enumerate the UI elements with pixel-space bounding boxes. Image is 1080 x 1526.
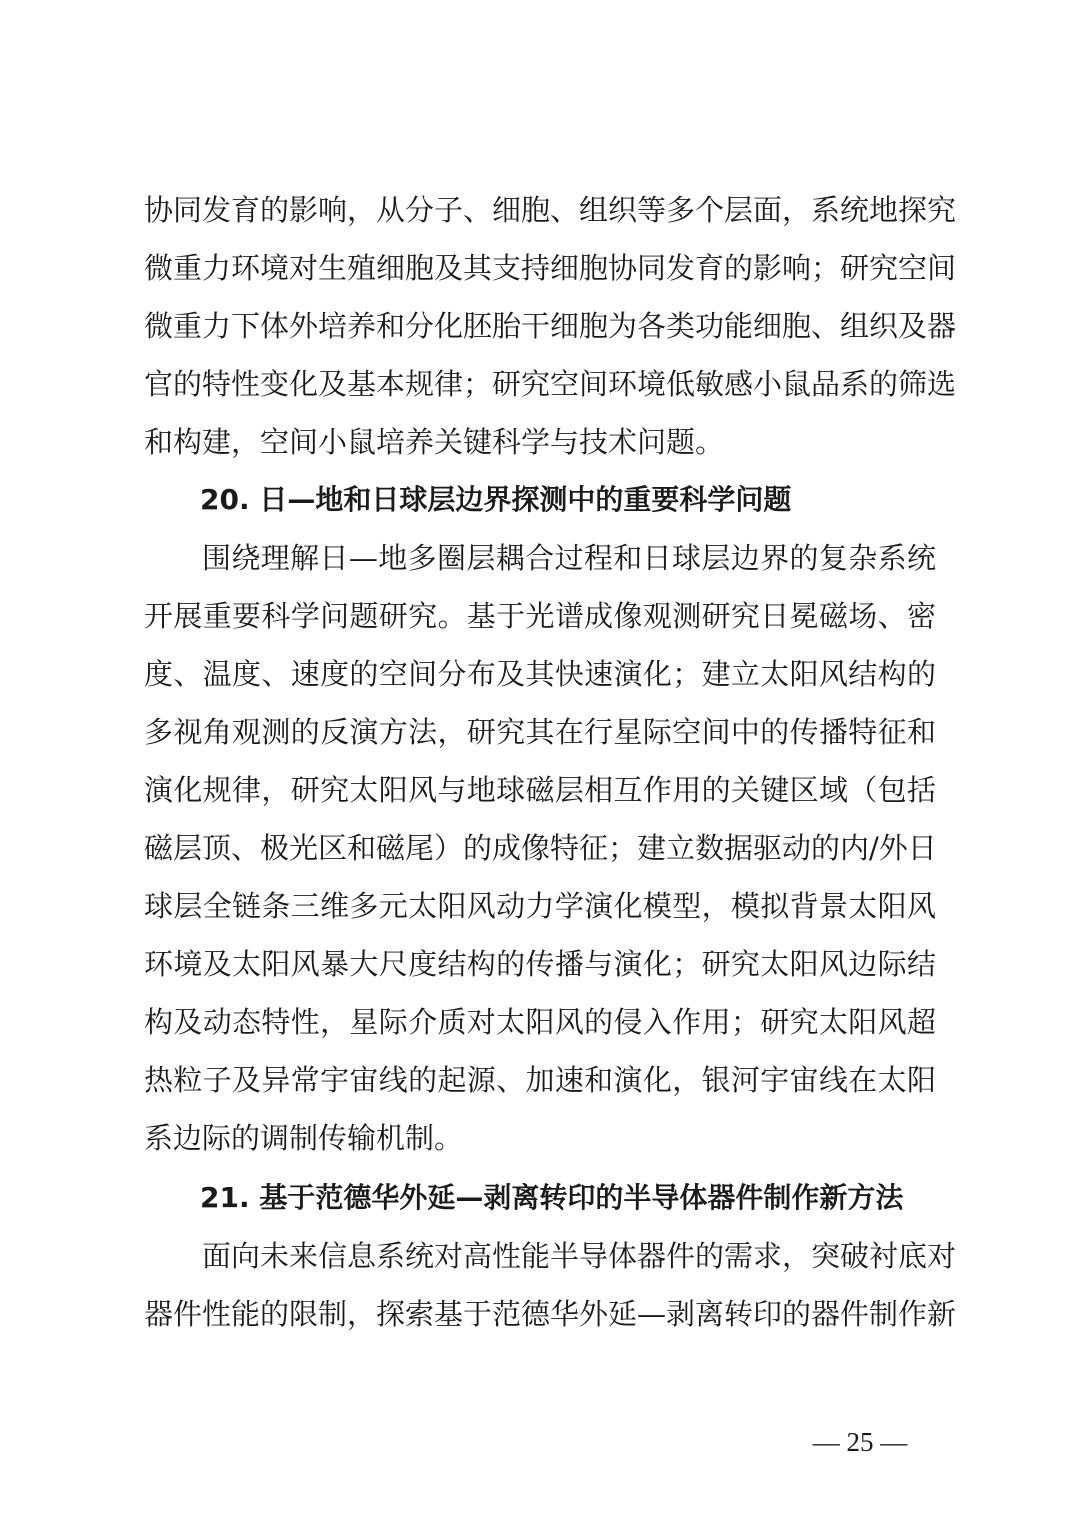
paragraph-line: 协同发育的影响，从分子、细胞、组织等多个层面，系统地探究 xyxy=(144,193,957,227)
paragraph-line: 多视角观测的反演方法，研究其在行星际空间中的传播特征和 xyxy=(144,715,936,749)
paragraph-line: 和构建，空间小鼠培养关键科学与技术问题。 xyxy=(144,425,725,459)
paragraph-line: 微重力下体外培养和分化胚胎干细胞为各类功能细胞、组织及器 xyxy=(144,309,957,343)
paragraph-line: 球层全链条三维多元太阳风动力学演化模型，模拟背景太阳风 xyxy=(144,889,936,923)
paragraph-line: 器件性能的限制，探索基于范德华外延—剥离转印的器件制作新 xyxy=(144,1297,957,1331)
paragraph-line: 磁层顶、极光区和磁尾）的成像特征；建立数据驱动的内/外日 xyxy=(144,831,937,865)
page-number: — 25 — xyxy=(812,1427,908,1457)
paragraph-line: 度、温度、速度的空间分布及其快速演化；建立太阳风结构的 xyxy=(144,657,936,691)
section-heading-21: 21. 基于范德华外延—剥离转印的半导体器件制作新方法 xyxy=(200,1181,904,1214)
paragraph-line: 官的特性变化及基本规律；研究空间环境低敏感小鼠品系的筛选 xyxy=(144,367,957,401)
paragraph-line: 开展重要科学问题研究。基于光谱成像观测研究日冕磁场、密 xyxy=(144,599,936,633)
paragraph-line: 热粒子及异常宇宙线的起源、加速和演化，银河宇宙线在太阳 xyxy=(144,1063,936,1097)
section-heading-20: 20. 日—地和日球层边界探测中的重要科学问题 xyxy=(200,483,792,516)
paragraph-line: 面向未来信息系统对高性能半导体器件的需求，突破衬底对 xyxy=(202,1239,957,1273)
paragraph-line: 围绕理解日—地多圈层耦合过程和日球层边界的复杂系统 xyxy=(202,541,936,575)
paragraph-line: 演化规律，研究太阳风与地球磁层相互作用的关键区域（包括 xyxy=(144,773,936,807)
paragraph-line: 构及动态特性，星际介质对太阳风的侵入作用；研究太阳风超 xyxy=(144,1005,936,1039)
paragraph-line: 微重力环境对生殖细胞及其支持细胞协同发育的影响；研究空间 xyxy=(144,251,957,285)
paragraph-line: 环境及太阳风暴大尺度结构的传播与演化；研究太阳风边际结 xyxy=(144,947,936,981)
paragraph-line: 系边际的调制传输机制。 xyxy=(144,1121,464,1155)
